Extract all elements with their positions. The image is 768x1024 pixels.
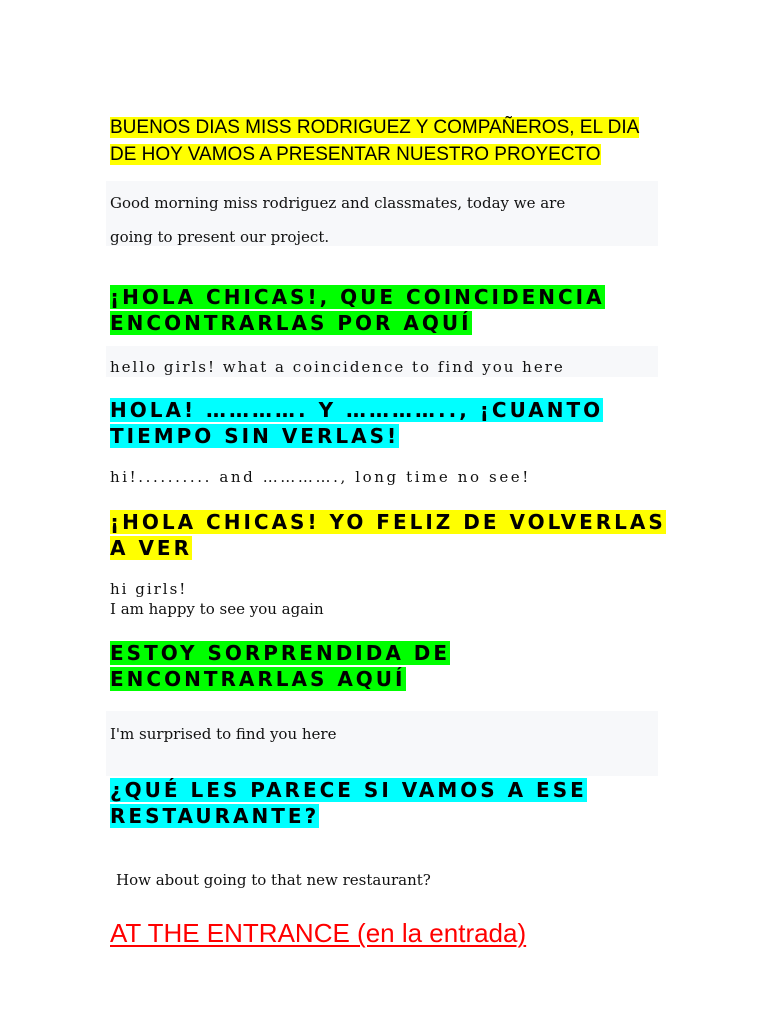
dialog-5-spanish: [110, 777, 587, 829]
dialog-1-translation-box: [106, 346, 658, 377]
intro-spanish-line-1: BUENOS DIAS MISS RODRIGUEZ Y COMPAÑEROS, EL DIA: [110, 117, 640, 138]
dialog-3-spanish-line-1: ¡HOLA CHICAS! YO FELIZ DE VOLVERLAS: [110, 510, 666, 534]
dialog-1-spanish: [110, 284, 605, 336]
intro-spanish-line-2: DE HOY VAMOS A PRESENTAR NUESTRO PROYECTO: [110, 144, 601, 165]
dialog-4-spanish-line-2: ENCONTRARLAS AQUÍ: [110, 667, 406, 691]
dialog-3-spanish-line-2: A VER: [110, 536, 192, 560]
dialog-1-english-line-1: hello girls! what a coincidence to find you here: [110, 358, 565, 376]
dialog-1-spanish-line-1: ¡HOLA CHICAS!, QUE COINCIDENCIA: [110, 285, 605, 309]
dialog-4-spanish-line-1: ESTOY SORPRENDIDA DE: [110, 641, 451, 665]
dialog-4-english-line-1: I'm surprised to find you here: [110, 725, 337, 743]
intro-spanish-heading: [110, 114, 670, 168]
section-heading-entrance: AT THE ENTRANCE (en la entrada): [110, 918, 527, 948]
dialog-5-english-line-1: How about going to that new restaurant?: [116, 871, 431, 889]
dialog-4-spanish: [110, 640, 450, 692]
intro-translation-box: [106, 181, 658, 246]
dialog-5-spanish-line-1: ¿QUÉ LES PARECE SI VAMOS A ESE: [110, 778, 587, 802]
dialog-4-translation-box: [106, 711, 658, 776]
dialog-3-english-line-1: hi girls!: [110, 580, 188, 598]
dialog-3-spanish: [110, 509, 666, 561]
dialog-1-spanish-line-2: ENCONTRARLAS POR AQUÍ: [110, 311, 472, 335]
intro-english-line-1: Good morning miss rodriguez and classmates, today we are: [110, 194, 566, 212]
dialog-2-spanish: [110, 397, 603, 449]
dialog-1-english: [110, 358, 565, 376]
dialog-5-spanish-line-2: RESTAURANTE?: [110, 804, 320, 828]
intro-english-line-2: going to present our project.: [110, 228, 330, 246]
dialog-3-english-line-2: I am happy to see you again: [110, 600, 324, 618]
dialog-2-spanish-line-1: HOLA! …………. Y ………….., ¡CUANTO: [110, 398, 604, 422]
dialog-2-english-line-1: hi!.......... and …………., long time no see!: [110, 468, 531, 486]
dialog-2-spanish-line-2: TIEMPO SIN VERLAS!: [110, 424, 400, 448]
